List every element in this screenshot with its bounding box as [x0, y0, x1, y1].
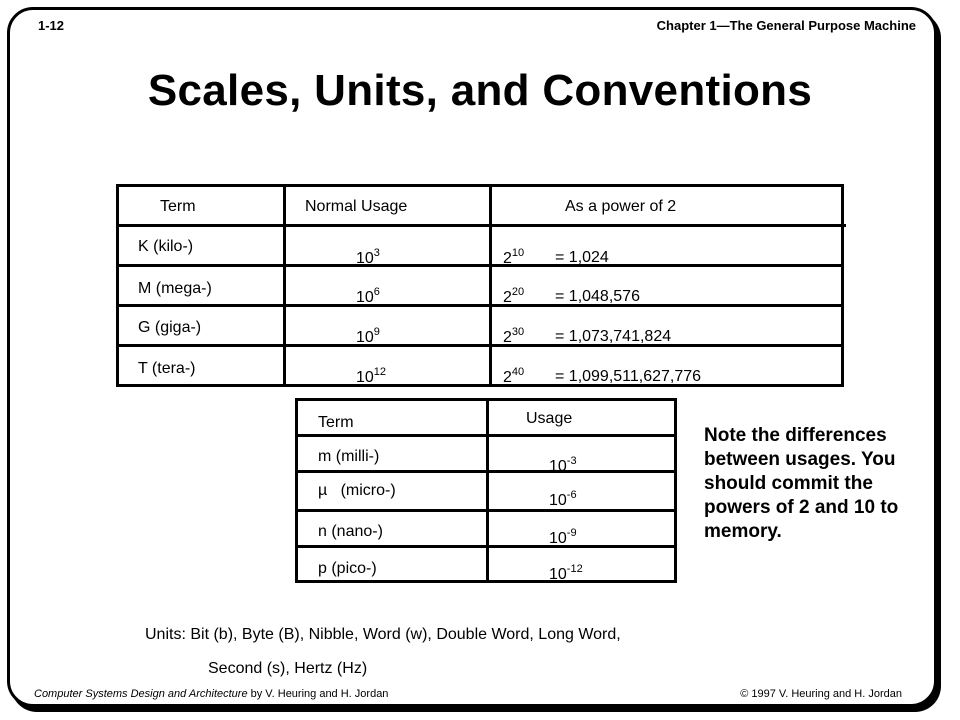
- term-tera: T (tera-): [138, 360, 196, 377]
- power-of-2-giga: $2^{30}$: [503, 326, 525, 346]
- power-of-2-kilo: $2^{10}$: [503, 247, 525, 267]
- table-column-divider: [283, 184, 286, 387]
- note-text: Note the differences between usages. You should commit the powers of 2 and 10 to memory.: [704, 425, 899, 542]
- usage-micro: $10^{-6}$: [549, 489, 577, 509]
- page-title: Scales, Units, and Conventions: [147, 66, 813, 115]
- value-tera: = 1,099,511,627,776: [555, 368, 702, 385]
- term-pico: p (pico-): [318, 560, 377, 577]
- table-border-right: [674, 398, 677, 583]
- table-divider: [116, 304, 844, 307]
- usage-milli: $10^{-3}$: [549, 455, 577, 475]
- column-header-normal-usage: Normal Usage: [305, 198, 408, 215]
- power-of-2-tera: $2^{40}$: [503, 366, 525, 386]
- table-column-divider: [486, 398, 489, 583]
- units-line-2: Second (s), Hertz (Hz): [208, 660, 368, 677]
- table-divider: [116, 344, 844, 347]
- table-divider: [116, 224, 846, 227]
- normal-usage-tera: $10^{12}$: [356, 366, 387, 386]
- term-giga: G (giga-): [138, 319, 202, 336]
- column-header-usage: Usage: [526, 410, 573, 427]
- footer-book: Computer Systems Design and Architecture by V. Heuring and H. Jordan: [34, 688, 389, 700]
- column-header-term: Term: [318, 414, 354, 431]
- usage-nano: $10^{-9}$: [549, 527, 577, 547]
- footer-copyright: © 1997 V. Heuring and H. Jordan: [740, 688, 902, 700]
- table-border-top: [116, 184, 844, 187]
- term-kilo: K (kilo-): [138, 238, 194, 255]
- units-line-1: Units: Bit (b), Byte (B), Nibble, Word (w), Double Word, Long Word,: [145, 626, 621, 643]
- column-header-term: Term: [160, 198, 196, 215]
- table-column-divider: [489, 184, 492, 387]
- term-mega: M (mega-): [138, 280, 212, 297]
- value-kilo: = 1,024: [555, 249, 609, 266]
- table-border-bottom: [116, 384, 844, 387]
- table-divider: [116, 264, 844, 267]
- term-nano: n (nano-): [318, 523, 383, 540]
- table-border-right: [841, 184, 844, 387]
- power-of-2-mega: $2^{20}$: [503, 286, 525, 306]
- column-header-power-of-2: As a power of 2: [565, 198, 677, 215]
- mu-symbol: µ: [318, 482, 328, 499]
- term-milli: m (milli-): [318, 448, 380, 465]
- normal-usage-mega: $10^6$: [356, 286, 380, 306]
- term-micro: µ (micro-): [318, 482, 396, 499]
- usage-pico: $10^{-12}$: [549, 563, 583, 583]
- normal-usage-giga: $10^9$: [356, 326, 380, 346]
- value-mega: = 1,048,576: [555, 288, 640, 305]
- table-border-left: [116, 184, 119, 387]
- value-giga: = 1,073,741,824: [555, 328, 672, 345]
- chapter-title: Chapter 1—The General Purpose Machine: [656, 18, 916, 33]
- table-border-left: [295, 398, 298, 583]
- slide-number: 1-12: [38, 18, 65, 33]
- normal-usage-kilo: $10^3$: [356, 247, 380, 267]
